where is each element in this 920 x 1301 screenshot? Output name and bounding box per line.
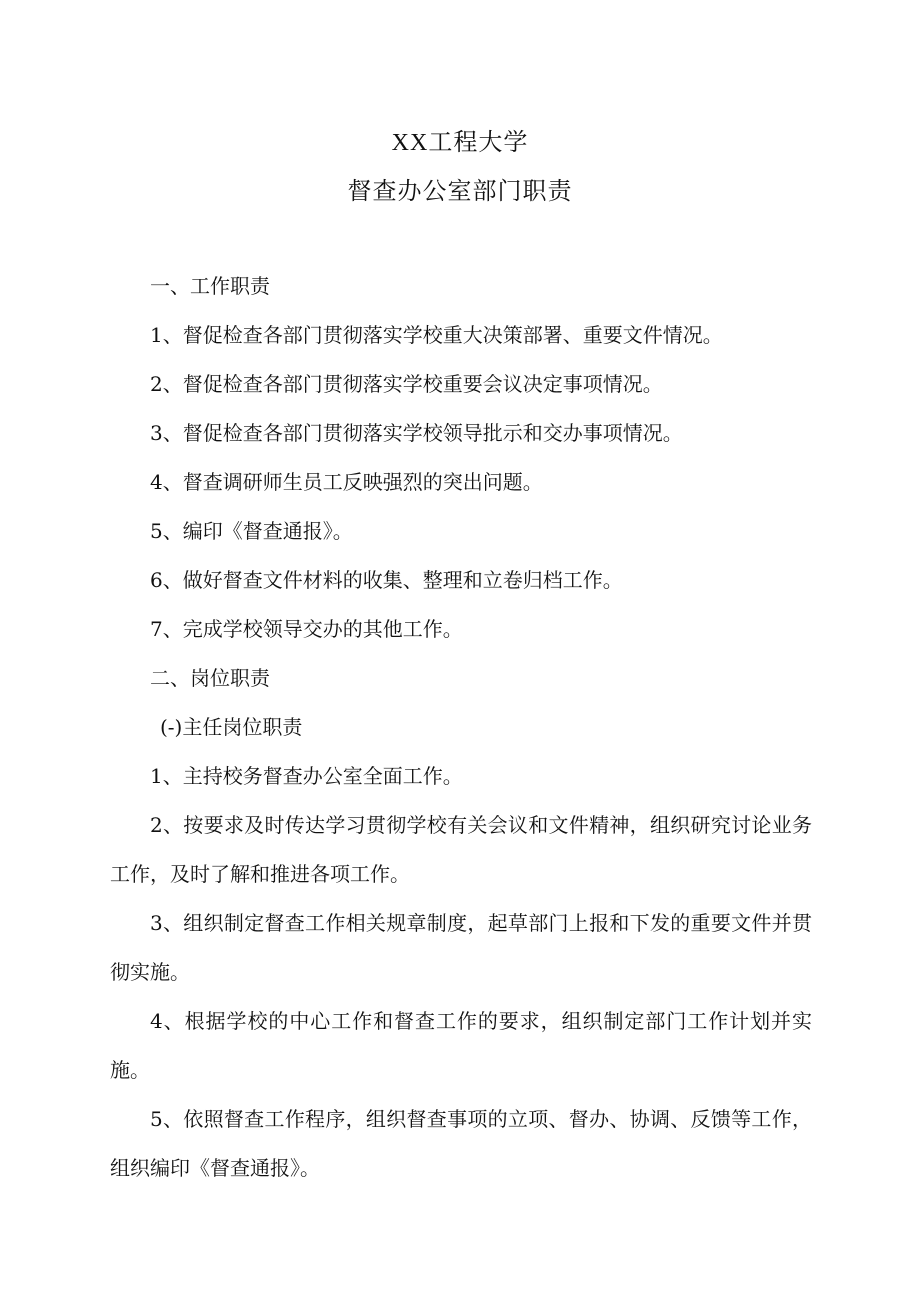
duty-item: 3、督促检查各部门贯彻落实学校领导批示和交办事项情况。 <box>150 421 683 445</box>
section-heading-work-duties: 一、工作职责 <box>150 274 270 298</box>
duty-item: 4、督查调研师生员工反映强烈的突出问题。 <box>150 470 543 494</box>
university-title: XX工程大学 <box>391 130 529 156</box>
duty-item: 6、做好督查文件材料的收集、整理和立卷归档工作。 <box>150 568 623 592</box>
director-duty-paragraph: 2、按要求及时传达学习贯彻学校有关会议和文件精神，组织研究讨论业务工作，及时了解和推进各项工作。 <box>110 813 812 886</box>
section-heading-post-duties: 二、岗位职责 <box>150 666 270 690</box>
duty-item: 7、完成学校领导交办的其他工作。 <box>150 617 463 641</box>
director-duty-paragraph: 5、依照督查工作程序，组织督查事项的立项、督办、协调、反馈等工作，组织编印《督查通报》。 <box>110 1107 812 1180</box>
duty-item: 2、督促检查各部门贯彻落实学校重要会议决定事项情况。 <box>150 372 663 396</box>
subsection-heading-director: (-)主任岗位职责 <box>160 715 303 739</box>
duty-item: 1、督促检查各部门贯彻落实学校重大决策部署、重要文件情况。 <box>150 323 723 347</box>
director-duty-paragraph: 4、根据学校的中心工作和督查工作的要求，组织制定部门工作计划并实施。 <box>110 1009 812 1082</box>
director-duty-item: 1、主持校务督查办公室全面工作。 <box>150 764 463 788</box>
department-title: 督查办公室部门职责 <box>347 177 573 205</box>
director-duty-paragraph: 3、组织制定督查工作相关规章制度，起草部门上报和下发的重要文件并贯彻实施。 <box>110 911 812 984</box>
duty-item: 5、编印《督查通报》。 <box>150 519 353 543</box>
